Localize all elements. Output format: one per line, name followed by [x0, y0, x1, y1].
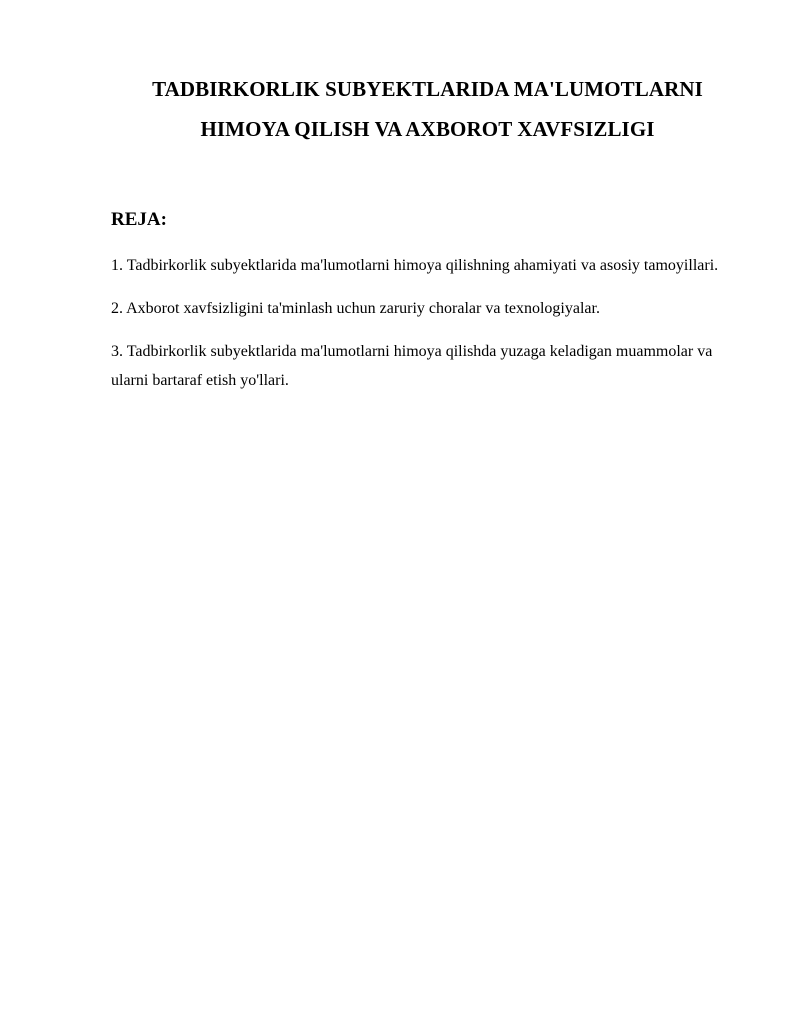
- plan-item-3: 3. Tadbirkorlik subyektlarida ma'lumotlarni himoya qilishda yuzaga keladigan muammolar va ularni bartaraf etish yo'llari.: [111, 343, 713, 389]
- document-title-line-2: HIMOYA QILISH VA AXBOROT XAVFSIZLIGI: [200, 117, 655, 141]
- plan-item-1: 1. Tadbirkorlik subyektlarida ma'lumotlarni himoya qilishning ahamiyati va asosiy tamoyillari.: [111, 257, 719, 274]
- document-title-line-1: TADBIRKORLIK SUBYEKTLARIDA MA'LUMOTLARNI: [152, 77, 703, 101]
- plan-heading: REJA:: [111, 209, 167, 230]
- plan-list: [111, 251, 751, 409]
- plan-item-2: 2. Axborot xavfsizligini ta'minlash uchun zaruriy choralar va texnologiyalar.: [111, 300, 600, 317]
